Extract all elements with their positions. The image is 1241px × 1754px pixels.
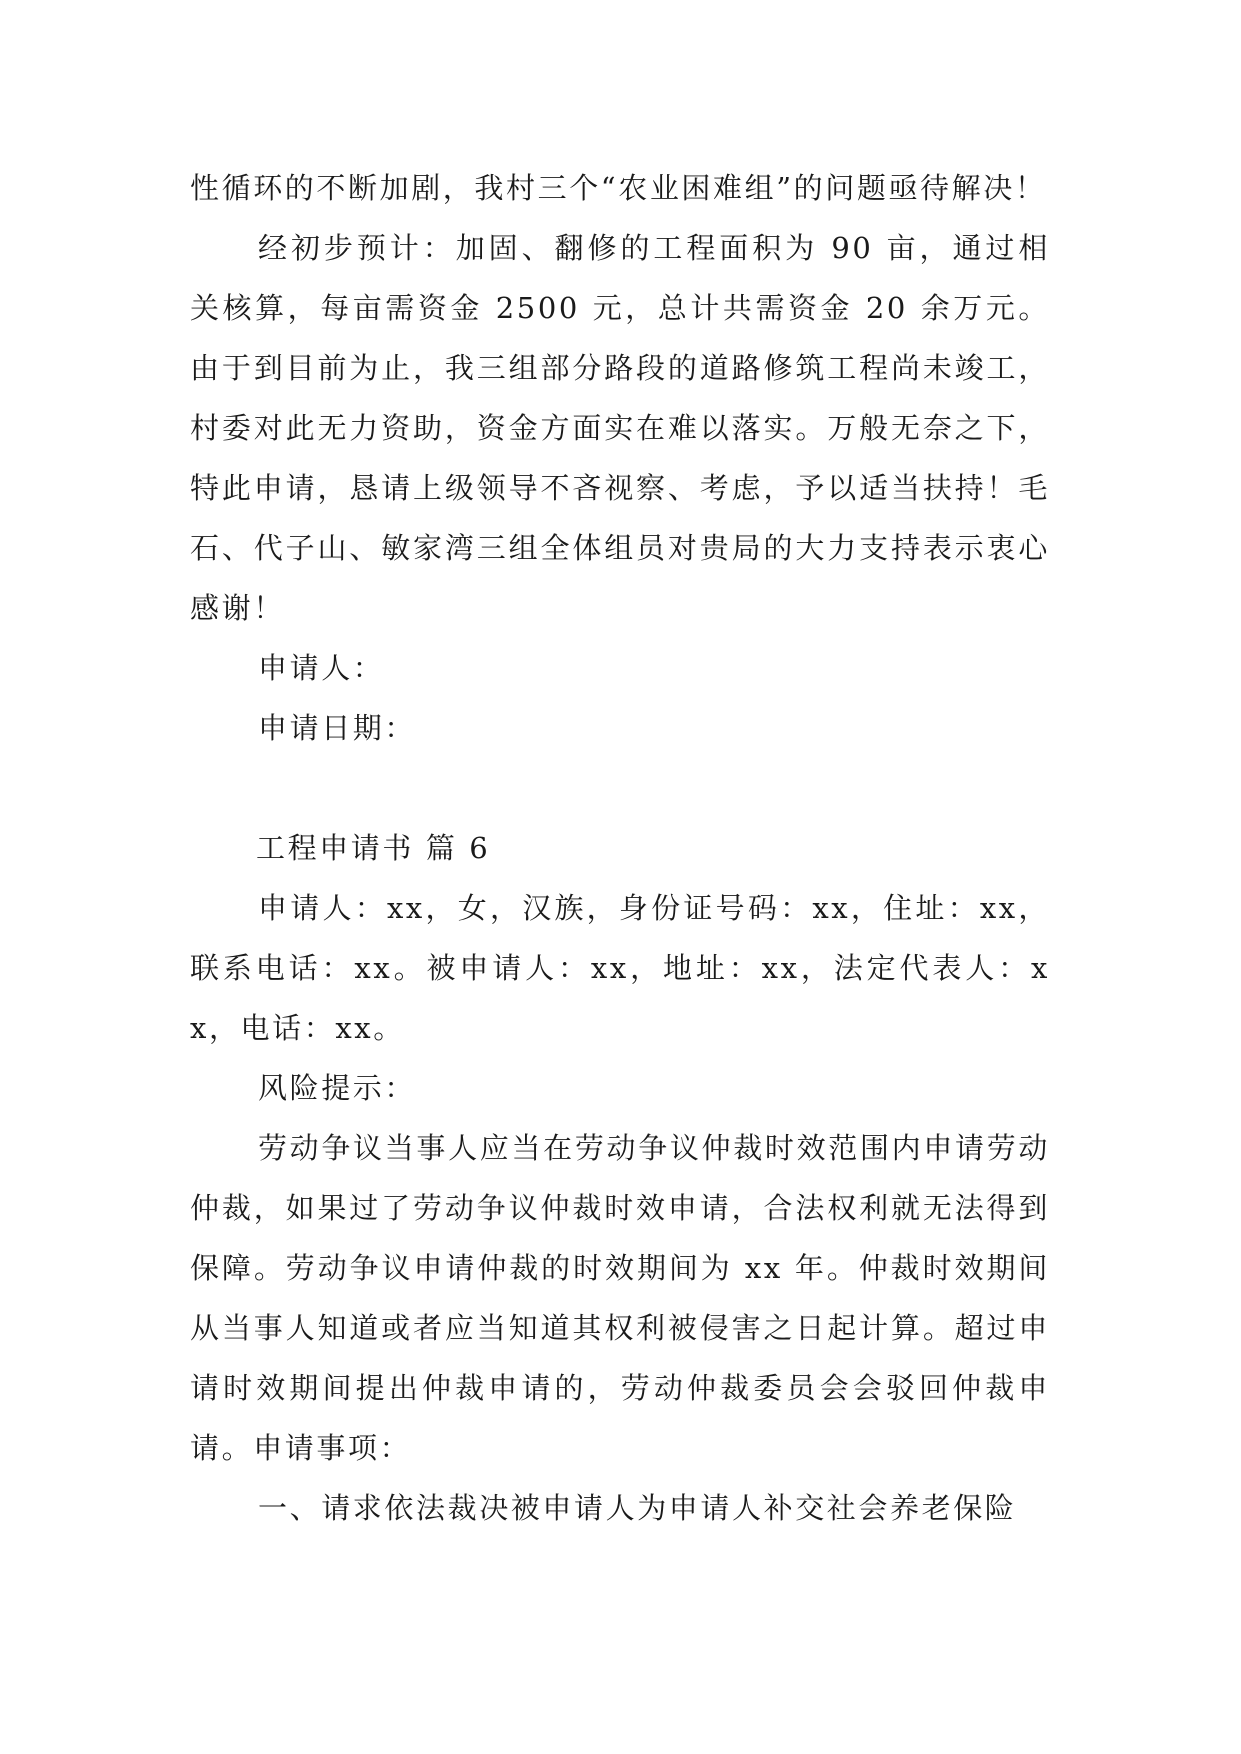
section-heading: 工程申请书 篇 6 (256, 831, 491, 865)
application-date-line: 申请日期： (258, 711, 417, 745)
paragraph-claim-1: 一、请求依法裁决被申请人为申请人补交社会养老保险 (258, 1491, 1017, 1525)
paragraph-cost-estimate: 经初步预计：加固、翻修的工程面积为 90 亩，通过相关核算，每亩需资金 2500 元，总计共需资金 20 余万元。由于到目前为止，我三组部分路段的道路修筑工程尚未竣工，村委对此无力资助，资金方面实在难以落实。万般无奈之下，特此申请，恳请上级领导不吝视察、考虑，予以适当扶持！毛石、代子山、敏家湾三组全体组员对贵局的大力支持表示衷心感谢！ (190, 231, 1050, 625)
risk-notice-label: 风险提示： (258, 1071, 417, 1105)
applicant-line: 申请人： (258, 651, 385, 685)
paragraph-parties: 申请人：xx，女，汉族，身份证号码：xx，住址：xx，联系电话：xx。被申请人：xx，地址：xx，法定代表人：xx，电话：xx。 (190, 891, 1050, 1045)
paragraph-risk-notice: 劳动争议当事人应当在劳动争议仲裁时效范围内申请劳动仲裁，如果过了劳动争议仲裁时效申请，合法权利就无法得到保障。劳动争议申请仲裁的时效期间为 xx 年。仲裁时效期间从当事人知道或者应当知道其权利被侵害之日起计算。超过申请时效期间提出仲裁申请的，劳动仲裁委员会会驳回仲裁申请。申请事项： (190, 1131, 1050, 1465)
document-body (190, 158, 1050, 1538)
paragraph-continuation: 性循环的不断加剧，我村三个“农业困难组”的问题亟待解决！ (190, 171, 1047, 205)
blank-line (190, 758, 1050, 818)
